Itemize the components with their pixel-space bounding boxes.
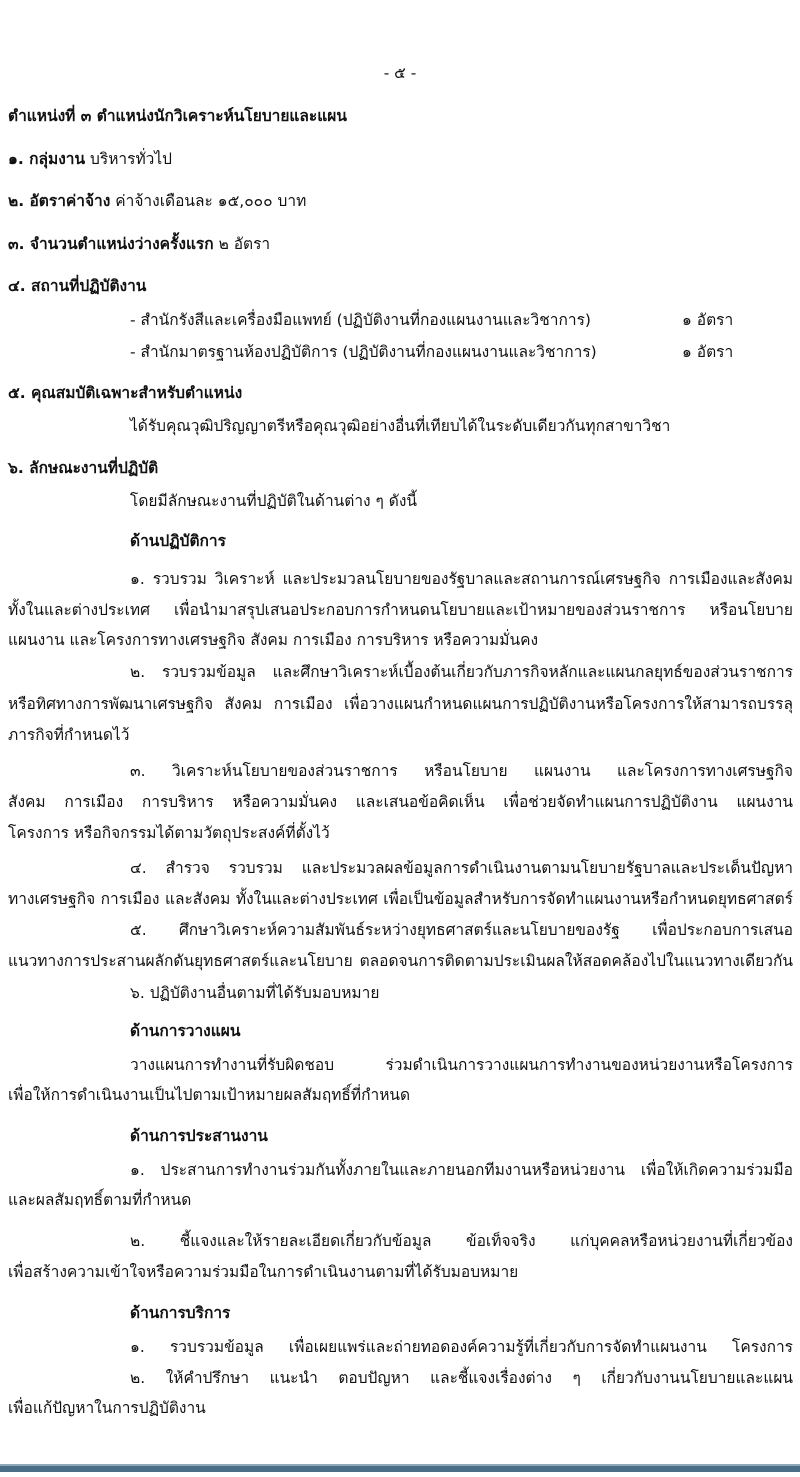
paragraph-line: และผลสัมฤทธิ์ตามที่กำหนด <box>8 1191 192 1209</box>
vacancy-count-label: ๓. จำนวนตำแหน่งว่างครั้งแรก <box>8 235 214 253</box>
workplace-item: - สำนักมาตรฐานห้องปฏิบัติการ (ปฏิบัติงานที่กองแผนงานและวิชาการ) <box>130 343 597 361</box>
workplace-rate: ๑ อัตรา <box>682 311 734 329</box>
job-description-intro: โดยมีลักษณะงานที่ปฏิบัติในด้านต่าง ๆ ดังนี้ <box>130 492 418 510</box>
paragraph-line: ๖. ปฏิบัติงานอื่นตามที่ได้รับมอบหมาย <box>130 984 380 1002</box>
workplace-rate: ๑ อัตรา <box>682 343 734 361</box>
section-heading-operation: ด้านปฏิบัติการ <box>130 532 226 550</box>
wage-rate <box>8 190 306 212</box>
wage-rate-value: ค่าจ้างเดือนละ ๑๕,๐๐๐ บาท <box>115 192 307 210</box>
paragraph-line: เพื่อให้การดำเนินงานเป็นไปตามเป้าหมายผลสัมฤทธิ์ที่กำหนด <box>8 1086 411 1104</box>
paragraph-line: เพื่อแก้ปัญหาในการปฏิบัติงาน <box>8 1399 206 1417</box>
paragraph-line: โครงการ หรือกิจกรรมได้ตามวัตถุประสงค์ที่ตั้งไว้ <box>8 824 330 842</box>
paragraph-line: แผนงาน และโครงการทางเศรษฐกิจ สังคม การเมือง การบริหาร หรือความมั่นคง <box>8 631 539 649</box>
paragraph-line: หรือทิศทางการพัฒนาเศรษฐกิจ สังคม การเมือง เพื่อวางแผนกำหนดแผนการปฏิบัติงานหรือโครงการให้สามารถบรรลุ <box>8 695 793 713</box>
paragraph-line: วางแผนการทำงานที่รับผิดชอบ ร่วมดำเนินการวางแผนการทำงานของหน่วยงานหรือโครงการ <box>130 1056 793 1074</box>
section-heading-coordination: ด้านการประสานงาน <box>130 1127 268 1145</box>
work-group-label: ๑. กลุ่มงาน <box>8 150 86 168</box>
work-group <box>8 148 172 170</box>
wage-rate-label: ๒. อัตราค่าจ้าง <box>8 192 111 210</box>
paragraph-line: ๑. ประสานการทำงานร่วมกันทั้งภายในและภายนอกทีมงานหรือหน่วยงาน เพื่อให้เกิดความร่วมมือ <box>130 1161 793 1179</box>
paragraph-line: ๔. สำรวจ รวบรวม และประมวลผลข้อมูลการดำเนินงานตามนโยบายรัฐบาลและประเด็นปัญหา <box>130 859 793 877</box>
paragraph-line: ๒. ชี้แจงและให้รายละเอียดเกี่ยวกับข้อมูล ข้อเท็จจริง แก่บุคคลหรือหน่วยงานที่เกี่ยวข้อง <box>130 1232 793 1250</box>
qualification-text: ได้รับคุณวุฒิปริญญาตรีหรือคุณวุฒิอย่างอื่นที่เทียบได้ในระดับเดียวกันทุกสาขาวิชา <box>130 417 671 435</box>
page-number: - ๕ - <box>383 64 417 82</box>
section-heading-service: ด้านการบริการ <box>130 1304 231 1322</box>
vacancy-count <box>8 233 270 255</box>
paragraph-line: เพื่อสร้างความเข้าใจหรือความร่วมมือในการดำเนินงานตามที่ได้รับมอบหมาย <box>8 1263 519 1281</box>
workplace-label: ๔. สถานที่ปฏิบัติงาน <box>8 277 147 295</box>
work-group-value: บริหารทั่วไป <box>90 150 172 168</box>
workplace-item: - สำนักรังสีและเครื่องมือแพทย์ (ปฏิบัติงานที่กองแผนงานและวิชาการ) <box>130 311 591 329</box>
footer-rule <box>0 1464 800 1472</box>
paragraph-line: ๒. รวบรวมข้อมูล และศึกษาวิเคราะห์เบื้องต้นเกี่ยวกับภารกิจหลักและแผนกลยุทธ์ของส่วนราชการ <box>130 663 793 681</box>
paragraph-line: ๑. รวบรวม วิเคราะห์ และประมวลนโยบายของรัฐบาลและสถานการณ์เศรษฐกิจ การเมืองและสังคม <box>130 570 793 588</box>
qualification-label: ๕. คุณสมบัติเฉพาะสำหรับตำแหน่ง <box>8 384 243 402</box>
paragraph-line: สังคม การเมือง การบริหาร หรือความมั่นคง และเสนอข้อคิดเห็น เพื่อช่วยจัดทำแผนการปฏิบัติงาน แผนงาน <box>8 793 793 811</box>
paragraph-line: ทางเศรษฐกิจ การเมือง และสังคม ทั้งในและต่างประเทศ เพื่อเป็นข้อมูลสำหรับการจัดทำแผนงานหรือกำหนดยุทธศาสตร์ <box>8 890 793 908</box>
paragraph-line: แนวทางการประสานผลักดันยุทธศาสตร์และนโยบาย ตลอดจนการติดตามประเมินผลให้สอดคล้องไปในแนวทางเดียวกัน <box>8 952 793 970</box>
paragraph-line: ๓. วิเคราะห์นโยบายของส่วนราชการ หรือนโยบาย แผนงาน และโครงการทางเศรษฐกิจ <box>130 762 793 780</box>
paragraph-line: ภารกิจที่กำหนดไว้ <box>8 726 130 744</box>
paragraph-line: ๑. รวบรวมข้อมูล เพื่อเผยแพร่และถ่ายทอดองค์ความรู้ที่เกี่ยวกับการจัดทำแผนงาน โครงการ <box>130 1338 793 1356</box>
vacancy-count-value: ๒ อัตรา <box>218 235 271 253</box>
position-title: ตำแหน่งที่ ๓ ตำแหน่งนักวิเคราะห์นโยบายและแผน <box>8 107 347 125</box>
paragraph-line: ๒. ให้คำปรึกษา แนะนำ ตอบปัญหา และชี้แจงเรื่องต่าง ๆ เกี่ยวกับงานนโยบายและแผน <box>130 1369 793 1387</box>
paragraph-line: ๕. ศึกษาวิเคราะห์ความสัมพันธ์ระหว่างยุทธศาสตร์และนโยบายของรัฐ เพื่อประกอบการเสนอ <box>130 921 793 939</box>
job-description-label: ๖. ลักษณะงานที่ปฏิบัติ <box>8 459 159 477</box>
paragraph-line: ทั้งในและต่างประเทศ เพื่อนำมาสรุปเสนอประกอบการกำหนดนโยบายและเป้าหมายของส่วนราชการ หรือนโยบาย <box>8 601 793 619</box>
section-heading-planning: ด้านการวางแผน <box>130 1022 241 1040</box>
